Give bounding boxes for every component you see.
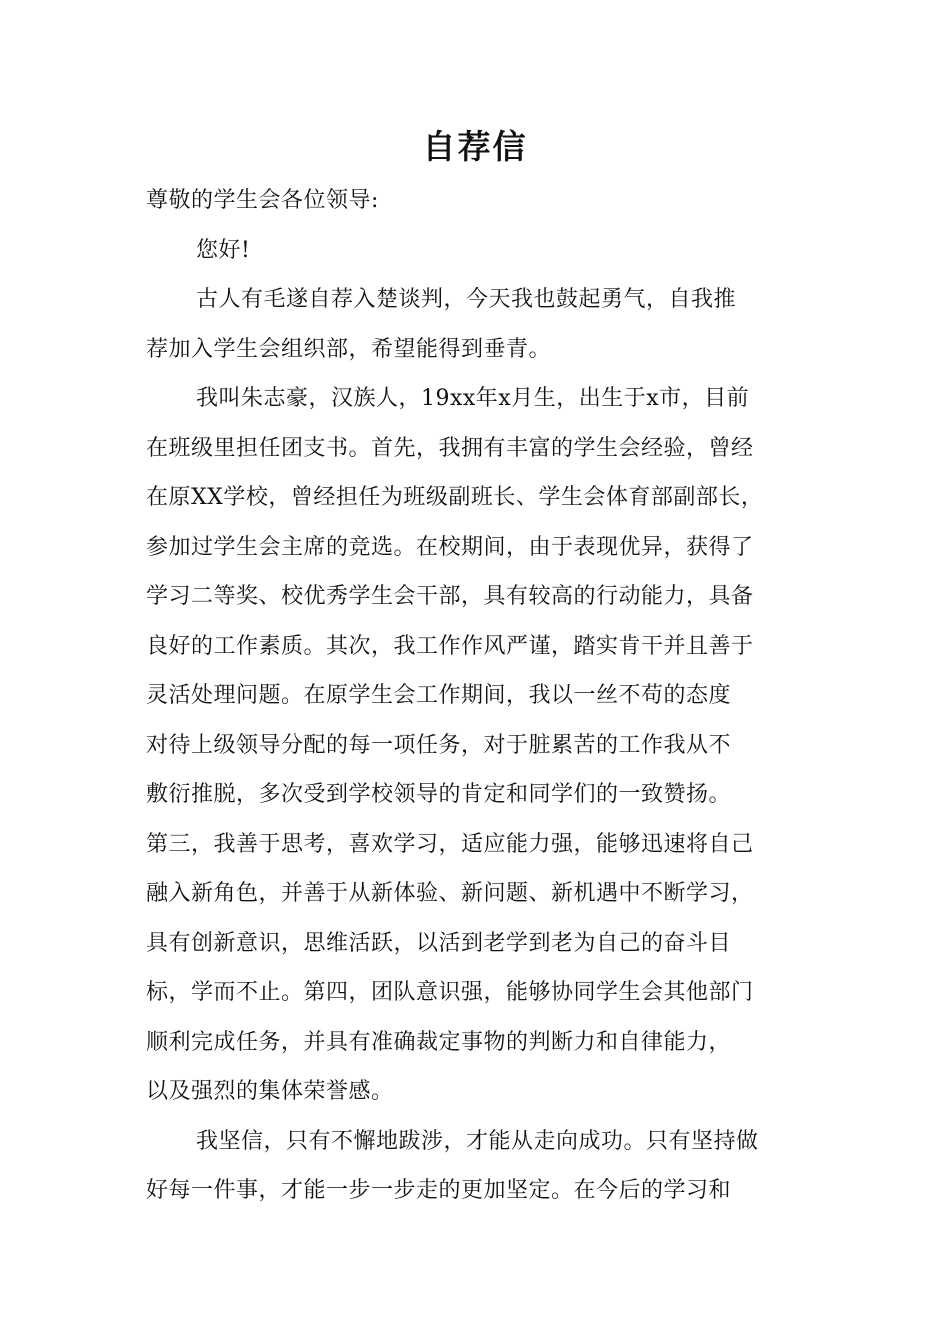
salutation: 尊敬的学生会各位领导: xyxy=(146,188,379,213)
paragraph-2-line: 对待上级领导分配的每一项任务，对于脏累苦的工作我从不 xyxy=(146,732,732,758)
paragraph-2-line: 敷衍推脱，多次受到学校领导的肯定和同学们的一致赞扬。 xyxy=(146,782,732,807)
paragraph-2-line: 学习二等奖、校优秀学生会干部，具有较高的行动能力，具备 xyxy=(146,584,754,609)
paragraph-2-line: 以及强烈的集体荣誉感。 xyxy=(146,1079,394,1104)
paragraph-2-line: 灵活处理问题。在原学生会工作期间，我以一丝不苟的态度 xyxy=(146,683,732,708)
paragraph-1-line: 荐加入学生会组织部，希望能得到垂青。 xyxy=(146,336,552,362)
paragraph-2-line: 良好的工作素质。其次，我工作作风严谨，踏实肯干并且善于 xyxy=(146,633,754,659)
paragraph-3-line: 好每一件事，才能一步一步走的更加坚定。在今后的学习和 xyxy=(146,1178,732,1203)
paragraph-2-line: 参加过学生会主席的竞选。在校期间，由于表现优异，获得了 xyxy=(146,534,754,560)
paragraph-2-line: 第三，我善于思考，喜欢学习，适应能力强，能够迅速将自己 xyxy=(146,831,754,857)
greeting: 您好! xyxy=(196,237,251,263)
letter-body xyxy=(146,176,826,1216)
paragraph-2-line: 我叫朱志豪，汉族人，19xx年x月生，出生于x市，目前 xyxy=(196,386,750,411)
paragraph-2-line: 在班级里担任团支书。首先，我拥有丰富的学生会经验，曾经 xyxy=(146,435,754,461)
paragraph-1-line: 古人有毛遂自荐入楚谈判，今天我也鼓起勇气，自我推 xyxy=(196,287,737,312)
paragraph-2-line: 融入新角色，并善于从新体验、新问题、新机遇中不断学习， xyxy=(146,881,754,906)
paragraph-3-line: 我坚信，只有不懈地跋涉，才能从走向成功。只有坚持做 xyxy=(196,1128,759,1154)
document-title: 自荐信 xyxy=(422,127,528,166)
paragraph-2-line: 标，学而不止。第四，团队意识强，能够协同学生会其他部门 xyxy=(146,980,754,1005)
paragraph-2-line: 在原XX学校，曾经担任为班级副班长、学生会体育部副部长， xyxy=(146,485,764,510)
paragraph-2-line: 顺利完成任务，并具有准确裁定事物的判断力和自律能力， xyxy=(146,1029,732,1055)
paragraph-2-line: 具有创新意识，思维活跃，以活到老学到老为自己的奋斗目 xyxy=(146,930,732,956)
